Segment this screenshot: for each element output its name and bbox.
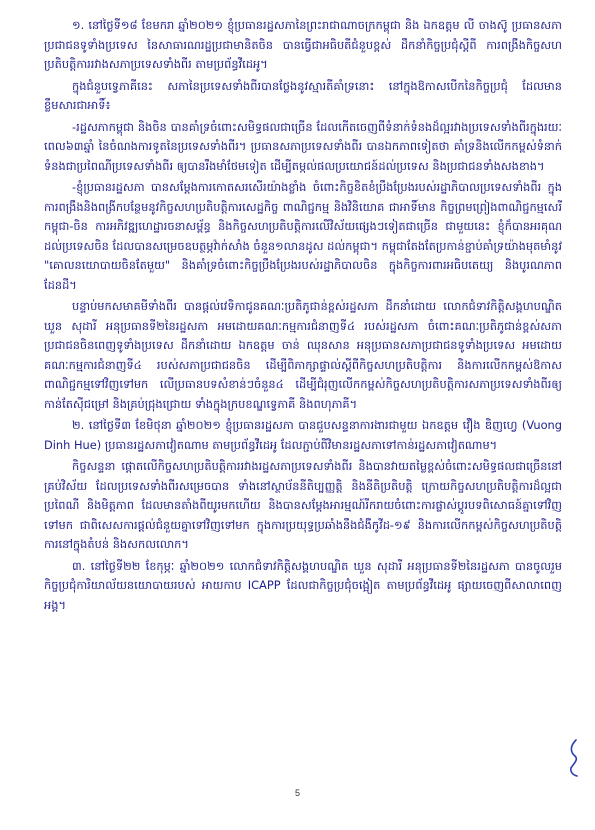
paragraph-bullet-cooperation: -ខ្ញុំប្រធានរដ្ឋសភា បានសម្តែងការកោតសរសើរយ៉ាងខ្លាំង ចំពោះកិច្ចខិតខំប្រឹងប្រែងរបស់រដ្ឋាភិបាលប្រទេសទាំងពីរ ក្នុងការពង្រឹងនិងពង្រីកបន្ថែមនូវកិច្ចសហប្រតិបត្តិការសេដ្ឋកិច្ច ពាណិជ្ជកម្ម និងវិនិយោគ ជាអាទិ៍មាន កិច្ចព្រមព្រៀងពាណិជ្ជកម្មសេរីកម្ពុជា-ចិន ការអភិវឌ្ឍហេដ្ឋារចនាសម្ព័ន្ធ និងកិច្ចសហប្រតិបត្តិការលើវិស័យផ្សេងៗទៀតជាច្រើន ជាមួយនេះ ខ្ញុំក៏បានអរគុណដល់ប្រទេសចិន ដែលបានសម្រេចឧបត្ថម្ភវ៉ាក់សាំង ចំនួន១លានដូស ដល់កម្ពុជា។ កម្ពុជាតែងតែប្រកាន់ខ្ជាប់គាំទ្រយ៉ាងមុតមាំនូវ "គោលនយោបាយចិនតែមួយ" និងគាំទ្រចំពោះកិច្ចប្រឹងប្រែងរបស់រដ្ឋាភិបាលចិន ក្នុងកិច្ចការពារអធិបតេយ្យ និងបូរណភាពដែនដី។ (44, 180, 562, 292)
paragraph-meeting-china: ១. នៅថ្ងៃទី១៨ ខែមករា ឆ្នាំ២០២១ ខ្ញុំប្រធានរដ្ឋសភានៃព្រះរាជាណាចក្រកម្ពុជា និង ឯកឧត្តម លី ចាងស៊ូ ប្រធានសភាប្រជាជនទូទាំងប្រទេស នៃសាធារណរដ្ឋប្រជាមានិតចិន បានធ្វើជាអធិបតីជំនួបខ្ពស់ ដឹកនាំកិច្ចប្រជុំស្ដីពី ការពង្រឹងកិច្ចសហប្រតិបត្តិការរវាងសភាប្រទេសទាំងពីរ តាមប្រព័ន្ធវីដេអូ។ (44, 18, 562, 71)
paragraph-dialogue: កិច្ចសន្ទនា ផ្ដោតលើកិច្ចសហប្រតិបត្តិការរវាងរដ្ឋសភាប្រទេសទាំងពីរ និងបានវាយតម្លៃខ្ពស់ចំពោះសមិទ្ធផលជាច្រើននៅគ្រប់វិស័យ ដែលប្រទេសទាំងពីរសម្រេចបាន ទាំងនៅស្ថាប័ននីតិប្បញ្ញត្តិ និងនីតិប្រតិបត្តិ ក្រោយកិច្ចសហប្រតិបត្តិការដ៏ល្អជាប្រពៃណី និងមិត្តភាព ដែលមានតាំងពីយូរមកហើយ និងបានសម្តែងអារម្មណ៍រីករាយចំពោះការផ្លាស់ប្ដូរបទពិសោធន៍គ្នាទៅវិញទៅមក ជាពិសេសការផ្ដល់ជំនួយគ្នាទៅវិញទៅមក ក្នុងការប្រយុទ្ធប្រឆាំងនឹងជំងឺកូវីដ-១៩ និងការលើកកម្ពស់កិច្ចសហប្រតិបត្តិការនៅក្នុងតំបន់ និងសកលលោក។ (44, 459, 562, 551)
page-number: 5 (294, 788, 300, 798)
paragraph-delegations: បន្ទាប់មកសមាគមីទាំងពីរ បានផ្ដល់វេទិកាជូនគណៈប្រតិភូជាន់ខ្ពស់រដ្ឋសភា ដឹកនាំដោយ លោកជំទាវកិត្តិសង្គហបណ្ឌិត ឃួន សុដារី អនុប្រធានទី២នៃរដ្ឋសភា អមដោយគណៈកម្មការជំនាញទី៤ របស់រដ្ឋសភា ចំពោះគណៈប្រតិភូជាន់ខ្ពស់សភាប្រជាជនចិនពេញទូទាំងប្រទេស ដឹកនាំដោយ ឯកឧត្តម ចាន់ ឈុនសាន អនុប្រធានសភាប្រជាជនទូទាំងប្រទេស អមដោយគណៈកម្មការជំនាញទី៤ របស់សភាប្រជាជនចិន ដើម្បីពិភាក្សាផ្ទាល់ស្តីពីកិច្ចសហប្រតិបត្តិការ និងការលើកកម្ពស់ឱកាសពាណិជ្ជកម្មទៅវិញទៅមក លើប្រធានបទសំខាន់ៗចំនួន៤ ដើម្បីជំរុញលើកកម្ពស់កិច្ចសហប្រតិបត្តិការសភាប្រទេសទាំងពីរឲ្យកាន់តែស៊ីជម្រៅ និងគ្រប់ជ្រុងជ្រោយ ទាំងក្នុងក្របខណ្ឌទ្វេភាគី និងពហុភាគី។ (44, 299, 562, 411)
paragraph-meeting-vietnam: ២. នៅថ្ងៃទី៣ ខែមិថុនា ឆ្នាំ២០២១ ខ្ញុំប្រធានរដ្ឋសភា បានជួបសន្ទនាការងារជាមួយ ឯកឧត្តម វឿង ឌិញហ្វេ (Vuong Dinh Hue) ប្រធានរដ្ឋសភាវៀតណាម តាមប្រព័ន្ធវីដេអូ ដែលភ្ជាប់ពីវិមានរដ្ឋសភាទៅកាន់រដ្ឋសភាវៀតណាម។ (44, 418, 562, 452)
paragraph-bilateral-intro: ក្នុងជំនួបទ្វេភាគីនេះ សភានៃប្រទេសទាំងពីរបានថ្លែងនូវស្មារតីគាំទ្រនោះ នៅក្នុងឱកាសបើកនៃកិច្ចប្រជុំ ដែលមានខ្លឹមសារជាអាទិ៍៖ (44, 78, 562, 112)
paragraph-icapp: ៣. នៅថ្ងៃទី២២ ខែកុម្ភៈ ឆ្នាំ២០២១ លោកជំទាវកិត្តិសង្គហបណ្ឌិត ឃួន សុដារី អនុប្រធានទី២នៃរដ្ឋសភា បានចូលរួមកិច្ចប្រជុំការិយាល័យនយោបាយរបស់ អាយកាប ICAPP ដែលជាកិច្ចប្រជុំចង្អៀត តាមប្រព័ន្ធវីដេអូ ផ្សាយចេញពីសាលាពេញអង្គ។ (44, 558, 562, 612)
paragraph-bullet-relations: -រដ្ឋសភាកម្ពុជា និងចិន បានគាំទ្រចំពោះសមិទ្ធផលជាច្រើន ដែលកើតចេញពីទំនាក់ទំនងដ៏ល្អរវាងប្រទេសទាំងពីរក្នុងរយៈពេល៦៣ឆ្នាំ នៃចំណងការទូតនៃប្រទេសទាំងពីរ។ ប្រធានសភាប្រទេសទាំងពីរ បានឯកភាពទៀតថា គាំទ្រនិងលើកកម្ពស់ទំនាក់ទំនងជាប្រពៃណីប្រទេសទាំងពីរ ឲ្យបានរឹងមាំថែមទៀត ដើម្បីតម្កល់ផលប្រយោជន៍ដល់ប្រទេស និងប្រជាជនទាំងសងខាង។ (44, 119, 562, 173)
document-body (44, 16, 562, 617)
handwritten-mark-icon (567, 738, 581, 778)
